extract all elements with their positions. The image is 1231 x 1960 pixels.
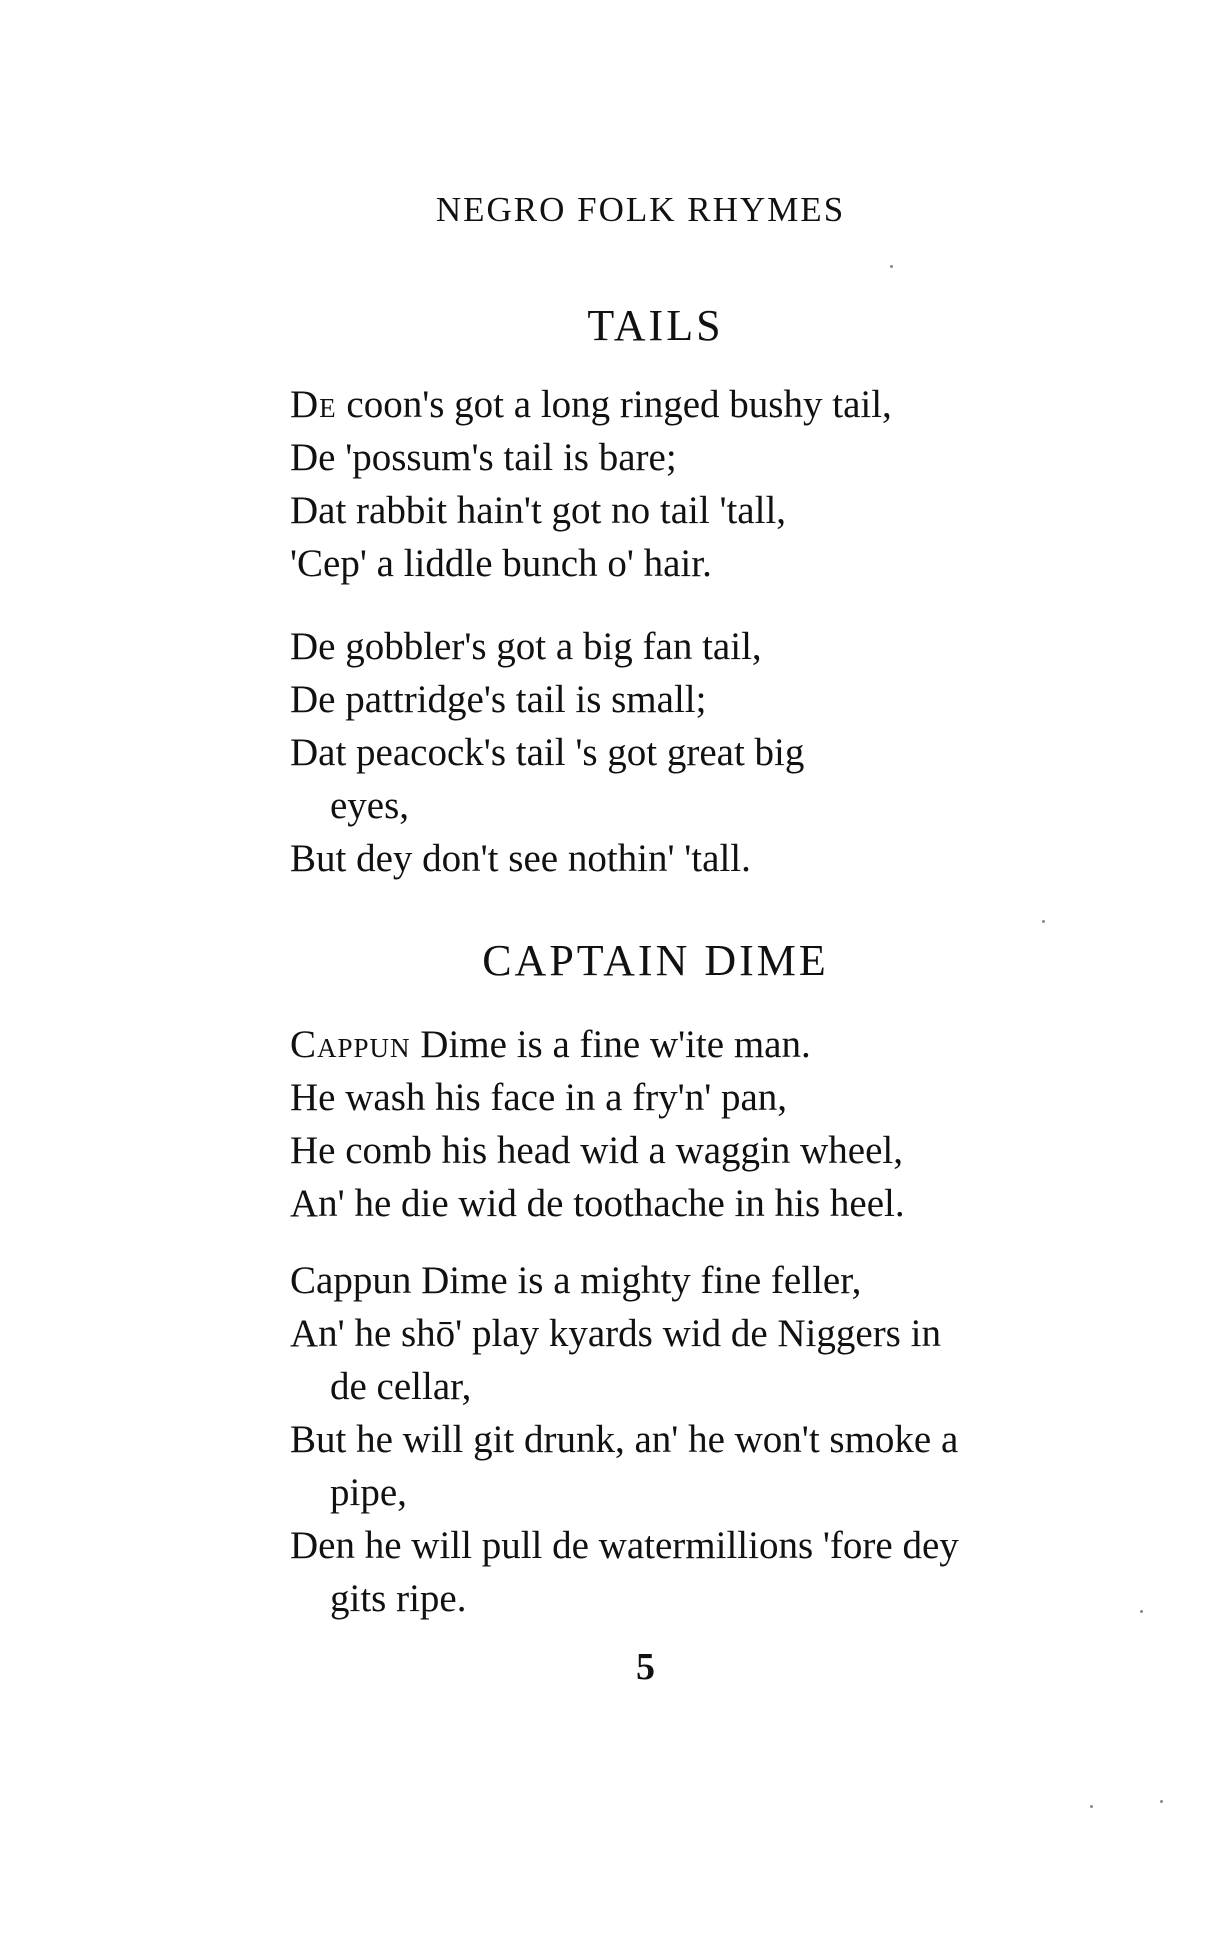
verse-line: He wash his face in a fry'n' pan, xyxy=(290,1076,788,1119)
verse-line: Den he will pull de watermillions 'fore dey xyxy=(290,1524,959,1567)
running-head: NEGRO FOLK RHYMES xyxy=(435,190,846,229)
verse-line: But dey don't see nothin' 'tall. xyxy=(290,837,751,880)
verse-line: An' he shō' play kyards wid de Niggers in xyxy=(290,1312,941,1355)
verse-line: Dat rabbit hain't got no tail 'tall, xyxy=(290,489,787,532)
verse-line: Dat peacock's tail 's got great big xyxy=(290,731,805,774)
scan-speck xyxy=(1160,1800,1163,1803)
scan-speck xyxy=(1090,1805,1093,1808)
verse-line: De 'possum's tail is bare; xyxy=(290,436,677,479)
verse-line: 'Cep' a liddle bunch o' hair. xyxy=(290,542,712,585)
stanza-captain-dime-2 xyxy=(290,1254,1090,1625)
stanza-tails-1 xyxy=(290,378,1090,590)
verse-line-continuation: de cellar, xyxy=(330,1365,472,1408)
verse-line: Cappun Dime is a mighty fine feller, xyxy=(290,1259,862,1302)
scan-speck xyxy=(1140,1610,1143,1613)
poem-title-captain-dime: CAPTAIN DIME xyxy=(482,936,829,985)
scan-speck xyxy=(890,265,893,268)
verse-line: An' he die wid de toothache in his heel. xyxy=(290,1182,905,1225)
small-caps-opening: Cappun xyxy=(290,1023,411,1066)
verse-line-continuation: pipe, xyxy=(330,1471,407,1514)
stanza-captain-dime-1 xyxy=(290,1018,1090,1230)
scan-speck xyxy=(1042,920,1045,923)
poem-title-tails: TAILS xyxy=(587,301,724,350)
verse-line: Cappun Dime is a fine w'ite man. xyxy=(290,1023,811,1066)
verse-line-continuation: gits ripe. xyxy=(330,1577,467,1620)
page-number: 5 xyxy=(636,1646,655,1688)
verse-line-continuation: eyes, xyxy=(330,784,410,827)
small-caps-opening: De xyxy=(290,383,337,426)
stanza-tails-2 xyxy=(290,620,1090,885)
verse-line: But he will git drunk, an' he won't smoke a xyxy=(290,1418,959,1461)
verse-line: De gobbler's got a big fan tail, xyxy=(290,625,762,668)
verse-line: De pattridge's tail is small; xyxy=(290,678,707,721)
verse-line: He comb his head wid a waggin wheel, xyxy=(290,1129,903,1172)
verse-line: De coon's got a long ringed bushy tail, xyxy=(290,383,892,426)
